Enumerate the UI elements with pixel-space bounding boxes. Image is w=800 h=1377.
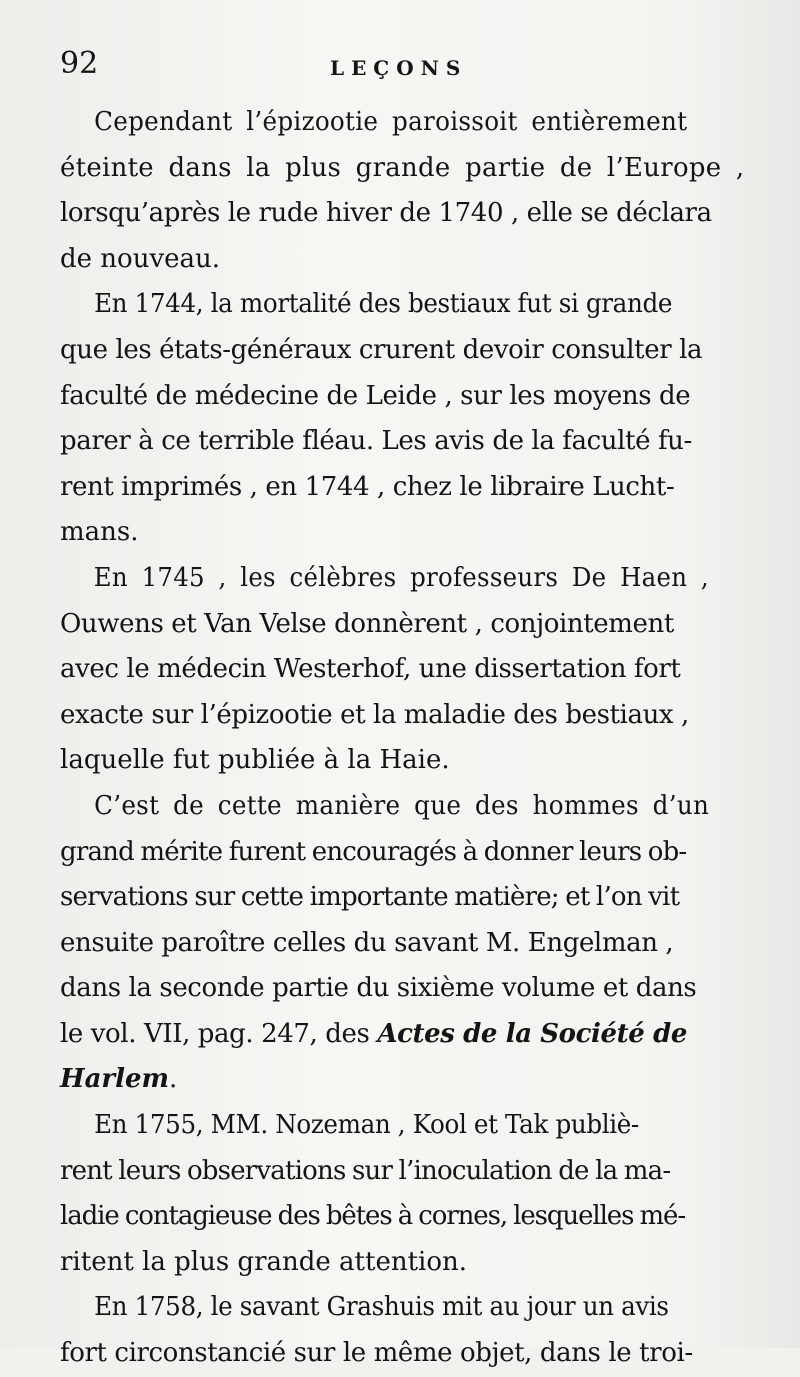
text-line: faculté de médecine de Leide , sur les moyens de: [60, 380, 691, 411]
body-text: [60, 100, 745, 1377]
citation-title: Actes de la Société de: [377, 1018, 687, 1049]
running-title: LEÇONS: [330, 56, 468, 80]
citation-title-end: Harlem: [60, 1064, 170, 1095]
text-line: parer à ce terrible fléau. Les avis de la faculté fu-: [60, 426, 692, 457]
text-line-citation-end: [60, 1057, 745, 1103]
text-line: rent leurs observations sur l’inoculation de la ma-: [60, 1155, 671, 1186]
text-line: servations sur cette importante matière; et l’on vit: [60, 882, 680, 913]
text-line: ladie contagieuse des bêtes à cornes, lesquelles mé-: [60, 1201, 686, 1232]
citation-suffix: .: [169, 1064, 178, 1095]
text-line: grand mérite furent encouragés à donner leurs ob-: [60, 836, 687, 867]
page-number: 92: [60, 46, 99, 81]
paragraph-1: [60, 100, 745, 282]
paragraph-5: [60, 1103, 745, 1285]
text-line: mans.: [60, 517, 139, 548]
text-line: ritent la plus grande attention.: [60, 1246, 467, 1277]
text-line: C’est de cette manière que des hommes d’un: [94, 790, 710, 821]
text-line: de nouveau.: [60, 243, 221, 274]
text-line: avec le médecin Westerhof, une dissertation fort: [60, 654, 681, 685]
page-header: [60, 40, 750, 90]
paragraph-3: [60, 556, 745, 784]
paragraph-2: [60, 282, 745, 556]
text-line: éteinte dans la plus grande partie de l’Europe ,: [60, 152, 745, 183]
text-line: En 1744, la mortalité des bestiaux fut si grande: [94, 289, 673, 320]
text-line: rent imprimés , en 1744 , chez le libraire Lucht-: [60, 471, 675, 502]
text-line: ensuite paroître celles du savant M. Engelman ,: [60, 927, 674, 958]
text-line: En 1758, le savant Grashuis mit au jour un avis: [94, 1292, 669, 1323]
paragraph-6: [60, 1285, 745, 1376]
text-line: exacte sur l’épizootie et la maladie des bestiaux ,: [60, 699, 689, 730]
text-line: lorsqu’après le rude hiver de 1740 , elle se déclara: [60, 198, 712, 229]
text-line: fort circonstancié sur le même objet, dans le troi-: [60, 1338, 693, 1369]
citation-prefix: le vol. VII, pag. 247, des: [60, 1018, 378, 1049]
text-line: Ouwens et Van Velse donnèrent , conjointement: [60, 608, 674, 639]
text-line: En 1755, MM. Nozeman , Kool et Tak publiè-: [94, 1110, 639, 1141]
text-line: Cependant l’épizootie paroissoit entièrement: [94, 107, 688, 137]
text-line-citation: [60, 1012, 745, 1058]
text-line: laquelle fut publiée à la Haie.: [60, 745, 450, 776]
paragraph-4: [60, 784, 745, 1103]
text-line: En 1745 , les célèbres professeurs De Haen ,: [93, 562, 709, 593]
text-line: que les états-généraux crurent devoir consulter la: [60, 334, 703, 365]
text-line: dans la seconde partie du sixième volume et dans: [60, 973, 697, 1004]
